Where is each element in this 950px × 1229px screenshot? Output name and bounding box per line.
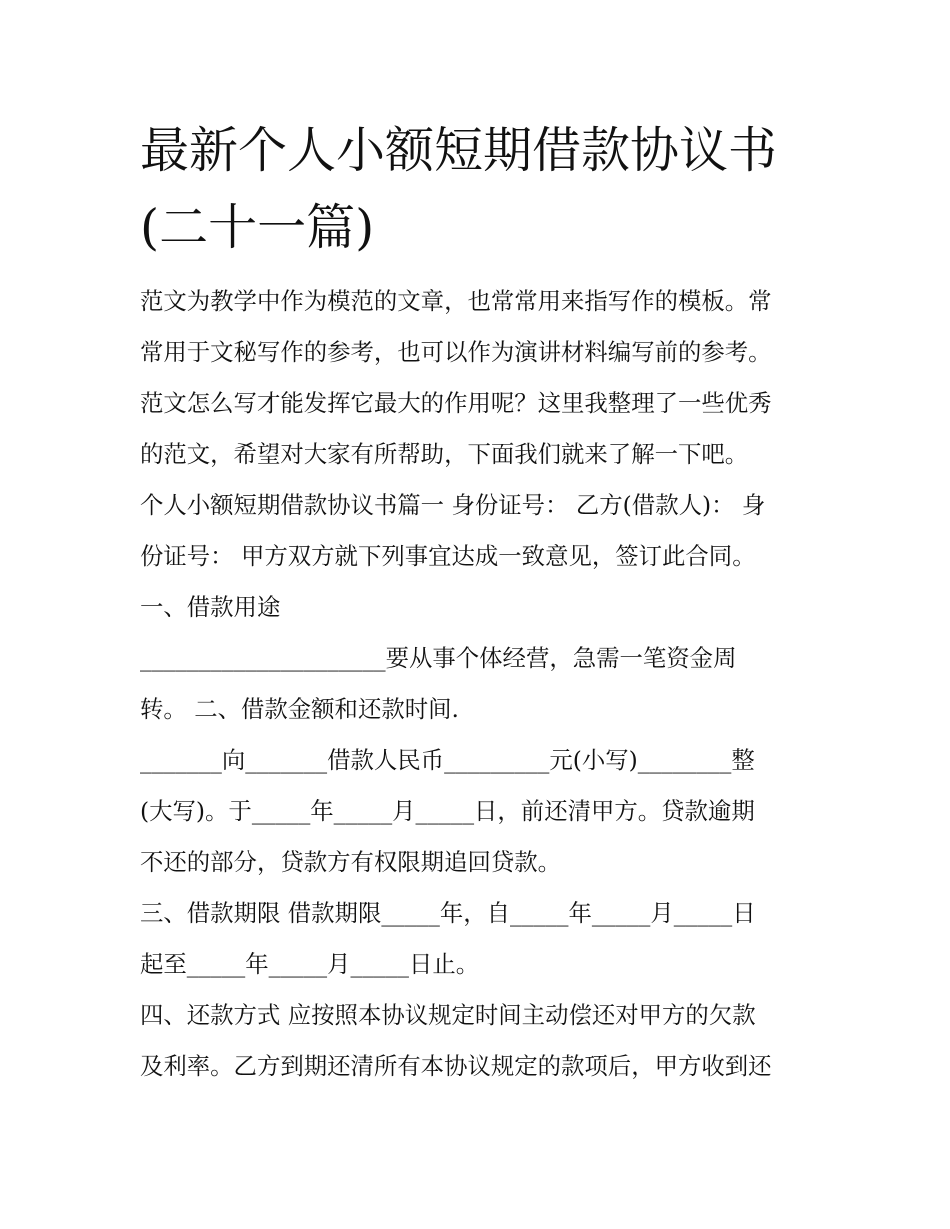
body-line: 范文为教学中作为模范的文章，也常常用来指写作的模板。常: [140, 287, 772, 315]
body-line: 个人小额短期借款协议书篇一 身份证号： 乙方(借款人)： 身: [140, 491, 766, 519]
body-line: 及利率。乙方到期还清所有本协议规定的款项后，甲方收到还: [140, 1052, 772, 1080]
document-title: [140, 112, 840, 266]
body-line: 四、还款方式 应按照本协议规定时间主动偿还对甲方的欠款: [140, 1001, 756, 1029]
body-line: 不还的部分，贷款方有权限期追回贷款。: [140, 848, 562, 876]
title-line-2: (二十一篇): [140, 199, 375, 256]
body-line: _______向_______借款人民币_________元(小写)________整: [140, 746, 755, 774]
body-line: 三、借款期限 借款期限_____年，自_____年_____月_____日: [140, 899, 756, 927]
body-line: (大写)。于_____年_____月_____日，前还清甲方。贷款逾期: [140, 797, 755, 825]
title-line-1: 最新个人小额短期借款协议书: [140, 122, 778, 179]
body-line: 的范文，希望对大家有所帮助，下面我们就来了解一下吧。: [140, 440, 749, 468]
body-line: 转。 二、借款金额和还款时间.: [140, 695, 459, 723]
body-line: 份证号： 甲方双方就下列事宜达成一致意见，签订此合同。: [140, 542, 756, 570]
body-line: 起至_____年_____月_____日止。: [140, 950, 480, 978]
section-heading-purpose: 一、借款用途: [140, 593, 281, 621]
document-body: [140, 276, 820, 1092]
body-line: 常用于文秘写作的参考，也可以作为演讲材料编写前的参考。: [140, 338, 772, 366]
body-line: _____________________要从事个体经营，急需一笔资金周: [140, 644, 737, 672]
body-line: 范文怎么写才能发挥它最大的作用呢？这里我整理了一些优秀: [140, 389, 772, 417]
